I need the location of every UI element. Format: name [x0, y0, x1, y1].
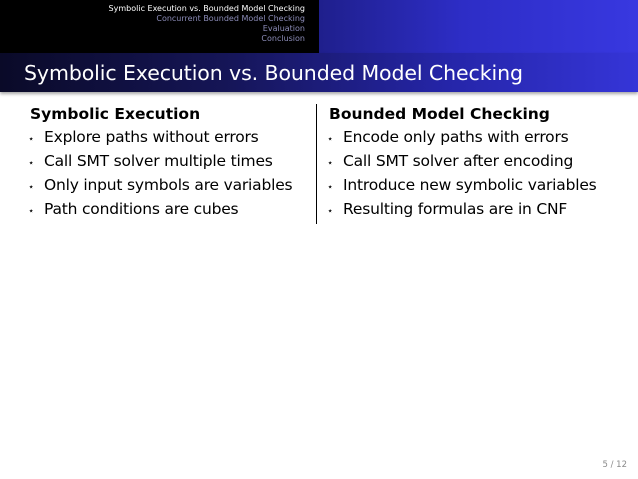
list-item	[30, 151, 314, 175]
list-item	[329, 175, 629, 199]
column-divider	[316, 104, 317, 224]
list-item	[30, 199, 314, 223]
list-item-text: Encode only paths with errors	[343, 128, 569, 146]
nav-section-evaluation[interactable]: Evaluation	[262, 24, 305, 33]
star-bullet-icon: ⋆	[327, 158, 334, 169]
list-item-text: Call SMT solver multiple times	[44, 152, 273, 170]
star-bullet-icon: ⋆	[327, 182, 334, 193]
list-item-text: Path conditions are cubes	[44, 200, 239, 218]
star-bullet-icon: ⋆	[28, 158, 35, 169]
list-item	[30, 127, 314, 151]
list-item	[329, 151, 629, 175]
list-item	[30, 175, 314, 199]
list-item-text: Only input symbols are variables	[44, 176, 293, 194]
section-navigation	[0, 0, 319, 53]
star-bullet-icon: ⋆	[327, 206, 334, 217]
section-list	[109, 4, 305, 44]
symbolic-execution-column	[30, 104, 314, 223]
list-item-text: Resulting formulas are in CNF	[343, 200, 568, 218]
nav-section-conclusion[interactable]: Conclusion	[261, 34, 305, 43]
frame-title-bar	[0, 53, 638, 92]
nav-section-concurrent-bmc[interactable]: Concurrent Bounded Model Checking	[156, 14, 305, 23]
header-blue-panel	[319, 0, 638, 53]
page-number: 5 / 12	[602, 460, 627, 470]
list-item	[329, 199, 629, 223]
bounded-model-checking-column	[329, 104, 629, 223]
column-heading: Symbolic Execution	[30, 105, 201, 123]
column-heading: Bounded Model Checking	[329, 105, 550, 123]
star-bullet-icon: ⋆	[28, 134, 35, 145]
frame-title: Symbolic Execution vs. Bounded Model Checking	[24, 61, 523, 85]
star-bullet-icon: ⋆	[28, 206, 35, 217]
list-item	[329, 127, 629, 151]
list-item-text: Call SMT solver after encoding	[343, 152, 574, 170]
star-bullet-icon: ⋆	[28, 182, 35, 193]
list-item-text: Explore paths without errors	[44, 128, 259, 146]
nav-section-symbolic-vs-bmc[interactable]: Symbolic Execution vs. Bounded Model Checking	[108, 4, 305, 13]
list-item-text: Introduce new symbolic variables	[343, 176, 597, 194]
star-bullet-icon: ⋆	[327, 134, 334, 145]
header-navigation-bar	[0, 0, 638, 53]
